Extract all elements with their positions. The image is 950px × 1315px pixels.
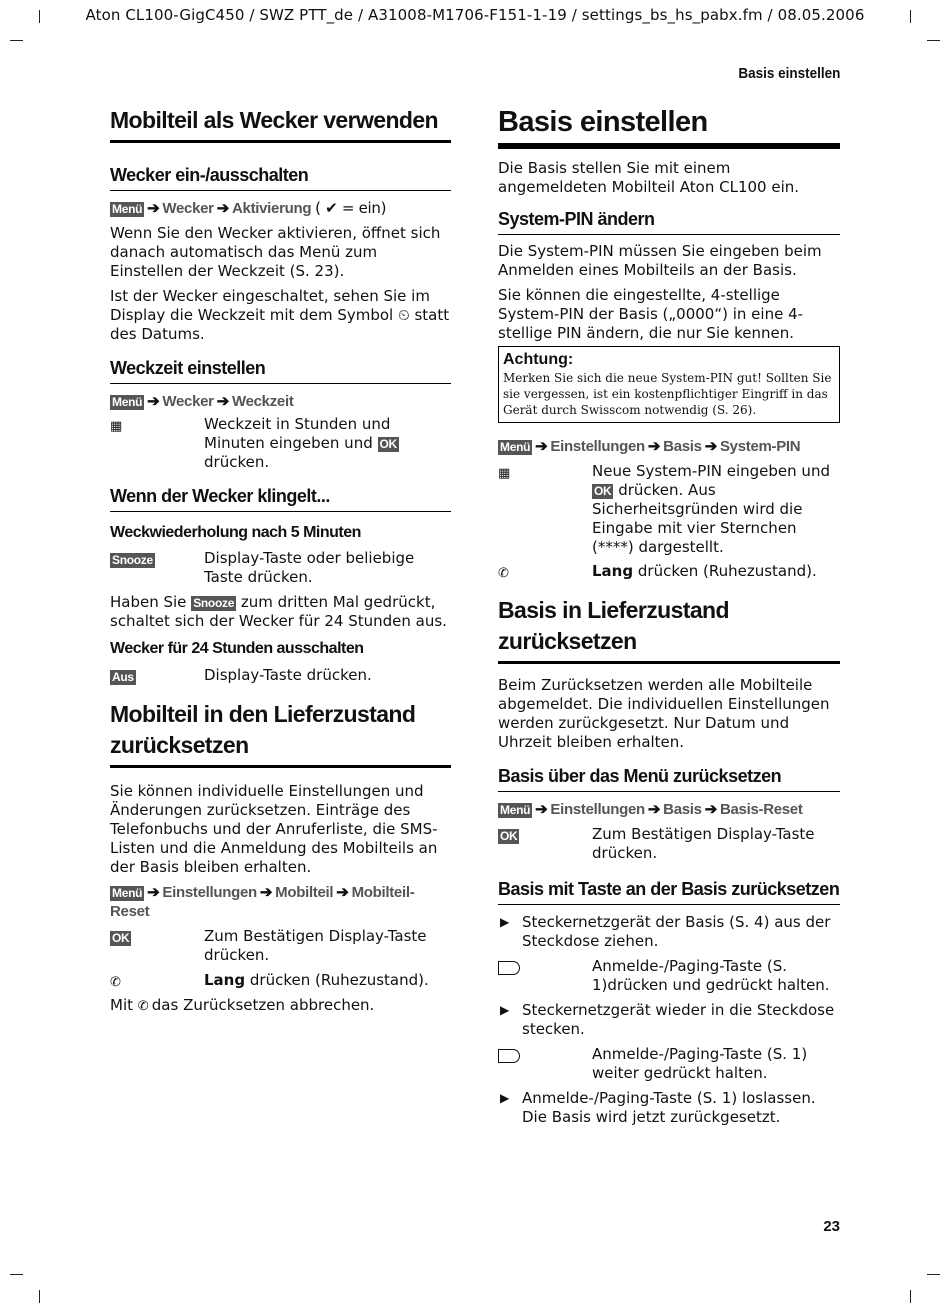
list-item: [498, 913, 840, 951]
instruction-text: Anmelde-/Paging-Taste (S. 1)drücken und gedrückt halten.: [592, 957, 830, 994]
menu-path: [110, 883, 451, 921]
menu-item: Mobilteil-Reset: [110, 884, 415, 920]
arrow-icon: ➔: [535, 801, 548, 818]
instruction-row: [110, 666, 451, 685]
paragraph: [110, 593, 451, 631]
menu-softkey: Menü: [500, 803, 531, 817]
list-item-text: Anmelde-/Paging-Taste (S. 1) loslassen. Die Basis wird jetzt zurückgesetzt.: [522, 1089, 816, 1126]
menu-item: Aktivierung: [232, 200, 312, 217]
subsection-title: Weckzeit einstellen: [110, 356, 451, 384]
arrow-icon: ➔: [147, 393, 160, 410]
arrow-icon: ➔: [147, 884, 160, 901]
chapter-title: Basis einstellen: [498, 105, 840, 149]
document-header: Aton CL100-GigC450 / SWZ PTT_de / A31008-M1706-F151-1-19 / settings_bs_hs_pabx.fm / 08.05.2006: [85, 6, 865, 24]
paging-key-icon: [498, 1049, 520, 1063]
instruction-text: drücken. Aus Sicherheitsgründen wird die Eingabe mit vier Sternchen (****) dargestellt.: [592, 481, 803, 556]
instruction-text: drücken (Ruhezustand).: [637, 562, 817, 580]
crop-mark: [10, 40, 23, 41]
bold-term: Lang: [592, 562, 634, 580]
instruction-row: [498, 462, 840, 557]
arrow-icon: ➔: [216, 200, 229, 217]
instruction-row: [110, 549, 451, 587]
menu-softkey: Menü: [112, 202, 143, 216]
instruction-text: drücken (Ruhezustand).: [249, 971, 429, 989]
paragraph-text: zum dritten Mal gedrückt, schaltet sich der Wecker für 24 Stunden aus.: [110, 593, 447, 630]
menu-item: Einstellungen: [550, 438, 645, 455]
instruction-row: [498, 562, 840, 581]
subsection-title: Basis über das Menü zurücksetzen: [498, 764, 840, 792]
bullet-arrow-icon: ▶: [500, 1091, 510, 1105]
bullet-arrow-icon: ▶: [500, 915, 510, 929]
paragraph: Wenn Sie den Wecker aktivieren, öffnet sich danach automatisch das Menü zum Einstellen der Weckzeit (S. 23).: [110, 224, 441, 280]
instruction-text: Display-Taste drücken.: [204, 666, 372, 684]
minor-heading: Wecker für 24 Stunden ausschalten: [110, 640, 364, 657]
instruction-text: Zum Bestätigen Display-Taste drücken.: [204, 927, 427, 964]
arrow-icon: ➔: [647, 801, 661, 818]
arrow-icon: ➔: [216, 393, 229, 410]
section-title: Basis in Lieferzustand zurücksetzen: [498, 595, 840, 664]
crop-mark: [927, 40, 940, 41]
instruction-row: [110, 415, 451, 472]
menu-item: Wecker: [162, 200, 214, 217]
subsection-title: System-PIN ändern: [498, 207, 840, 235]
paragraph: Die Basis stellen Sie mit einem angemeldeten Mobilteil Aton CL100 ein.: [498, 159, 800, 196]
ok-softkey: OK: [594, 484, 612, 498]
menu-path: [498, 437, 840, 456]
instruction-text: Weckzeit in Stunden und Minuten eingeben und: [204, 415, 391, 452]
section-title: Mobilteil in den Lieferzustand zurücksetzen: [110, 699, 451, 768]
menu-path: [498, 800, 840, 819]
list-item: [498, 1001, 840, 1039]
paragraph: Sie können individuelle Einstellungen und Änderungen zurücksetzen. Einträge des Telefonbuchs und der Anruferliste, die SMS-Listen und die Anmeldung des Mobilteils an der Basis bleiben erhalten.: [110, 782, 438, 876]
minor-heading: Weckwiederholung nach 5 Minuten: [110, 524, 361, 541]
arrow-icon: ➔: [535, 438, 548, 455]
paragraph: Ist der Wecker eingeschaltet, sehen Sie im Display die Weckzeit mit dem Symbol ⏲ statt des Datums.: [110, 287, 450, 343]
left-column: [110, 105, 451, 1016]
warning-box: [498, 346, 840, 423]
arrow-icon: ➔: [647, 438, 661, 455]
crop-mark: [910, 1290, 911, 1303]
bullet-arrow-icon: ▶: [500, 1003, 510, 1017]
menu-item: Einstellungen: [550, 801, 645, 818]
paragraph-text: Haben Sie: [110, 593, 187, 611]
list-item: [498, 1089, 840, 1127]
menu-softkey: Menü: [112, 886, 143, 900]
crop-mark: [10, 1274, 23, 1275]
arrow-icon: ➔: [704, 438, 717, 455]
menu-item: Mobilteil: [275, 884, 334, 901]
warning-title: Achtung:: [503, 351, 574, 368]
instruction-text: drücken.: [204, 453, 270, 471]
end-call-key-icon: ✆: [498, 566, 509, 581]
paragraph: [110, 996, 451, 1016]
menu-item: Basis: [663, 438, 702, 455]
ok-softkey: OK: [112, 931, 130, 945]
instruction-row: [498, 825, 840, 863]
crop-mark: [927, 1274, 940, 1275]
check-legend: ( ✔ = ein): [315, 199, 387, 217]
crop-mark: [39, 1290, 40, 1303]
menu-item: Basis: [663, 801, 702, 818]
warning-text: Merken Sie sich die neue System-PIN gut! Sollten Sie sie vergessen, ist ein kostenpflichtiger Eingriff in das Gerät durch Swisscom notwendig (S. 26).: [503, 371, 832, 417]
section-title: Mobilteil als Wecker verwenden: [110, 105, 451, 143]
paragraph: Die System-PIN müssen Sie eingeben beim Anmelden eines Mobilteils an der Basis.: [498, 242, 822, 279]
list-item-text: Steckernetzgerät wieder in die Steckdose stecken.: [522, 1001, 835, 1038]
menu-item: Basis-Reset: [719, 801, 803, 818]
paragraph: Beim Zurücksetzen werden alle Mobilteile abgemeldet. Die individuellen Einstellungen werden zurückgesetzt. Nur Datum und Uhrzeit bleiben erhalten.: [498, 676, 830, 751]
paragraph-text: das Zurücksetzen abbrechen.: [151, 996, 375, 1014]
subsection-title: Basis mit Taste an der Basis zurücksetzen: [498, 877, 840, 905]
instruction-row: [498, 957, 840, 995]
snooze-softkey: Snooze: [193, 596, 235, 610]
instruction-text: Neue System-PIN eingeben und: [592, 462, 830, 480]
right-column: [498, 105, 840, 1127]
arrow-icon: ➔: [147, 200, 160, 217]
end-call-key-icon: ✆: [137, 999, 149, 1014]
paragraph-text: Mit: [110, 996, 133, 1014]
menu-item: System-PIN: [719, 438, 801, 455]
aus-softkey: Aus: [112, 670, 134, 684]
arrow-icon: ➔: [259, 884, 273, 901]
instruction-row: [498, 1045, 840, 1083]
snooze-softkey: Snooze: [112, 553, 153, 567]
list-item-text: Steckernetzgerät der Basis (S. 4) aus der Steckdose ziehen.: [522, 913, 831, 950]
instruction-text: Display-Taste oder beliebige Taste drücken.: [204, 549, 415, 586]
menu-item: Wecker: [162, 393, 214, 410]
running-title: Basis einstellen: [737, 65, 840, 82]
arrow-icon: ➔: [336, 884, 349, 901]
instruction-text: Anmelde-/Paging-Taste (S. 1) weiter gedrückt halten.: [592, 1045, 808, 1082]
ok-softkey: OK: [379, 437, 397, 451]
instruction-row: [110, 927, 451, 965]
subsection-title: Wecker ein-/ausschalten: [110, 163, 451, 191]
menu-path: [110, 199, 451, 218]
instruction-row: [110, 971, 451, 990]
paragraph: Sie können die eingestellte, 4-stellige System-PIN der Basis („0000“) in eine 4-stellige PIN ändern, die nur Sie kennen.: [498, 286, 804, 342]
keypad-icon: ▦: [110, 419, 123, 434]
menu-item: Weckzeit: [232, 393, 294, 410]
arrow-icon: ➔: [704, 801, 717, 818]
paging-key-icon: [498, 961, 520, 975]
subsection-title: Wenn der Wecker klingelt...: [110, 484, 451, 512]
menu-softkey: Menü: [500, 440, 531, 454]
ok-softkey: OK: [500, 829, 518, 843]
keypad-icon: ▦: [498, 466, 511, 481]
page-number: 23: [823, 1218, 840, 1235]
menu-path: [110, 392, 451, 411]
end-call-key-icon: ✆: [110, 975, 121, 990]
menu-softkey: Menü: [112, 395, 143, 409]
bold-term: Lang: [204, 971, 246, 989]
instruction-text: Zum Bestätigen Display-Taste drücken.: [592, 825, 815, 862]
menu-item: Einstellungen: [162, 884, 257, 901]
